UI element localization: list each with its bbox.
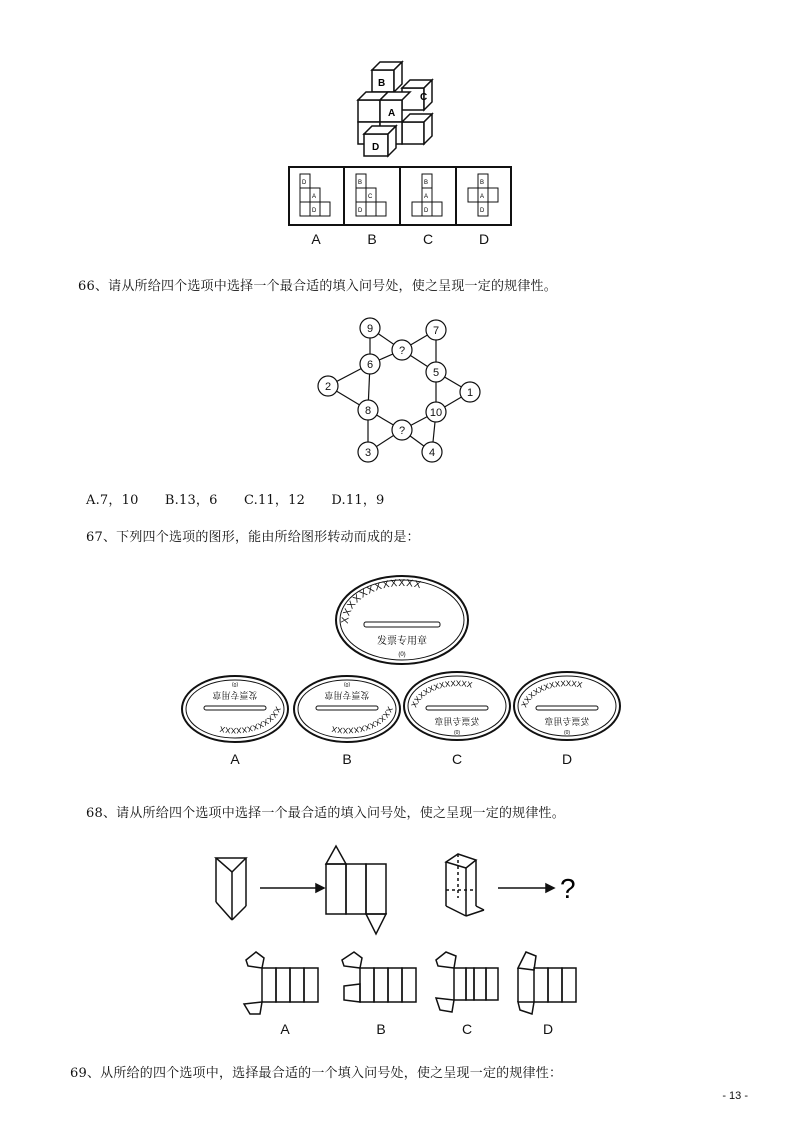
stamp-a-title: 发票专用章 bbox=[212, 690, 258, 700]
cube-stack-figure bbox=[350, 60, 450, 160]
number-graph-figure bbox=[312, 314, 492, 466]
node-4: 4 bbox=[428, 447, 436, 459]
stamp-option-b[interactable] bbox=[292, 674, 402, 744]
stamp-b-title: 发票专用章 bbox=[324, 690, 370, 700]
q65-option-a-label[interactable]: A bbox=[311, 231, 321, 247]
node-9: 9 bbox=[366, 323, 374, 335]
stamp-option-d[interactable] bbox=[512, 670, 622, 742]
view-d-letter-1: B bbox=[480, 180, 485, 186]
q65-option-c-label[interactable]: C bbox=[422, 231, 434, 247]
q68-option-c-label[interactable]: C bbox=[461, 1021, 473, 1037]
view-c-letter-3: D bbox=[424, 208, 429, 214]
stamp-figure bbox=[334, 574, 470, 666]
q68-option-a-label[interactable]: A bbox=[280, 1021, 290, 1037]
fold-option-d[interactable] bbox=[508, 946, 592, 1018]
node-7: 7 bbox=[432, 325, 440, 337]
view-a-letter-2: A bbox=[312, 194, 317, 200]
stamp-b-code: (0) bbox=[343, 681, 351, 687]
view-b-letter-1: B bbox=[358, 180, 363, 186]
node-10: 10 bbox=[429, 407, 443, 419]
fold-option-a[interactable] bbox=[238, 948, 326, 1018]
stamp-d-x-ring: XXXXXXXXXXXX bbox=[519, 679, 584, 709]
stamp-option-c[interactable] bbox=[402, 670, 512, 742]
q65-option-b-label[interactable]: B bbox=[367, 231, 377, 247]
q66-option-c[interactable]: C.11，12 bbox=[243, 493, 306, 508]
cube-label-a: A bbox=[388, 108, 396, 119]
node-question-bottom: ? bbox=[398, 425, 406, 437]
q68-option-d-label[interactable]: D bbox=[542, 1021, 554, 1037]
stamp-a-x-ring: XXXXXXXXXXXX bbox=[218, 705, 283, 735]
question-68-text: 68、请从所给四个选项中选择一个最合适的填入问号处，使之呈现一定的规律性。 bbox=[86, 806, 565, 821]
stamp-d-title: 发票专用章 bbox=[544, 717, 590, 727]
q67-option-d-label[interactable]: D bbox=[561, 751, 573, 767]
svg-text:XXXXXXXXXXXX bbox=[410, 679, 474, 709]
cube-label-d: D bbox=[372, 142, 380, 153]
view-d-letter-2: A bbox=[480, 194, 485, 200]
q66-option-d[interactable]: D.11，9 bbox=[331, 493, 385, 508]
page-number: - 13 - bbox=[722, 1090, 748, 1102]
node-5: 5 bbox=[432, 367, 440, 379]
q68-question-mark: ? bbox=[560, 873, 576, 904]
stamp-d-code: (0) bbox=[563, 730, 571, 736]
node-8: 8 bbox=[364, 405, 372, 417]
stamp-option-a[interactable] bbox=[180, 674, 290, 744]
stamp-c-x-ring: XXXXXXXXXXXX bbox=[409, 679, 474, 709]
stamp-c-title: 发票专用章 bbox=[434, 717, 480, 727]
question-67-text: 67、下列四个选项的图形，能由所给图形转动而成的是： bbox=[86, 530, 420, 545]
view-c-letter-1: B bbox=[424, 180, 429, 186]
cube-label-b: B bbox=[378, 78, 386, 89]
view-b-letter-3: D bbox=[358, 208, 363, 214]
fold-option-c[interactable] bbox=[430, 948, 510, 1018]
node-1: 1 bbox=[466, 387, 474, 399]
question-69-text: 69、从所给的四个选项中，选择最合适的一个填入问号处，使之呈现一定的规律性： bbox=[70, 1066, 563, 1081]
q67-option-c-label[interactable]: C bbox=[451, 751, 463, 767]
question-66-text: 66、请从所给四个选项中选择一个最合适的填入问号处，使之呈现一定的规律性。 bbox=[78, 279, 557, 294]
node-2: 2 bbox=[324, 381, 332, 393]
cube-label-c: C bbox=[420, 92, 428, 103]
stamp-title: 发票专用章 bbox=[377, 636, 427, 647]
view-b-letter-2: C bbox=[368, 194, 373, 200]
view-d-letter-3: D bbox=[480, 208, 485, 214]
stamp-c-code: (0) bbox=[453, 730, 461, 736]
fold-option-b[interactable] bbox=[336, 948, 424, 1018]
q65-option-d-label[interactable]: D bbox=[478, 231, 490, 247]
q68-option-b-label[interactable]: B bbox=[376, 1021, 386, 1037]
q67-option-a-label[interactable]: A bbox=[230, 751, 240, 767]
node-3: 3 bbox=[364, 447, 372, 459]
svg-text:XXXXXXXXXXXX bbox=[520, 679, 584, 709]
q66-option-a[interactable]: A.7，10 bbox=[86, 493, 139, 508]
node-question-top: ? bbox=[398, 345, 406, 357]
view-c-letter-2: A bbox=[424, 194, 429, 200]
view-a-letter-3: D bbox=[312, 208, 317, 214]
stamp-b-x-ring: XXXXXXXXXXXX bbox=[330, 705, 395, 735]
stamp-x-ring: XXXXXXXXXXXX bbox=[339, 577, 423, 625]
node-6: 6 bbox=[366, 359, 374, 371]
view-a-letter-1: D bbox=[302, 180, 307, 186]
fold-sequence-figure bbox=[208, 838, 598, 938]
q67-option-b-label[interactable]: B bbox=[342, 751, 352, 767]
stamp-a-code: (0) bbox=[231, 681, 239, 687]
q66-options bbox=[86, 489, 407, 508]
svg-text:XXXXXXXXXXXX bbox=[340, 578, 423, 624]
cube-views-options bbox=[288, 166, 512, 226]
q66-option-b[interactable]: B.13，6 bbox=[164, 493, 218, 508]
stamp-code: (0) bbox=[398, 652, 406, 658]
